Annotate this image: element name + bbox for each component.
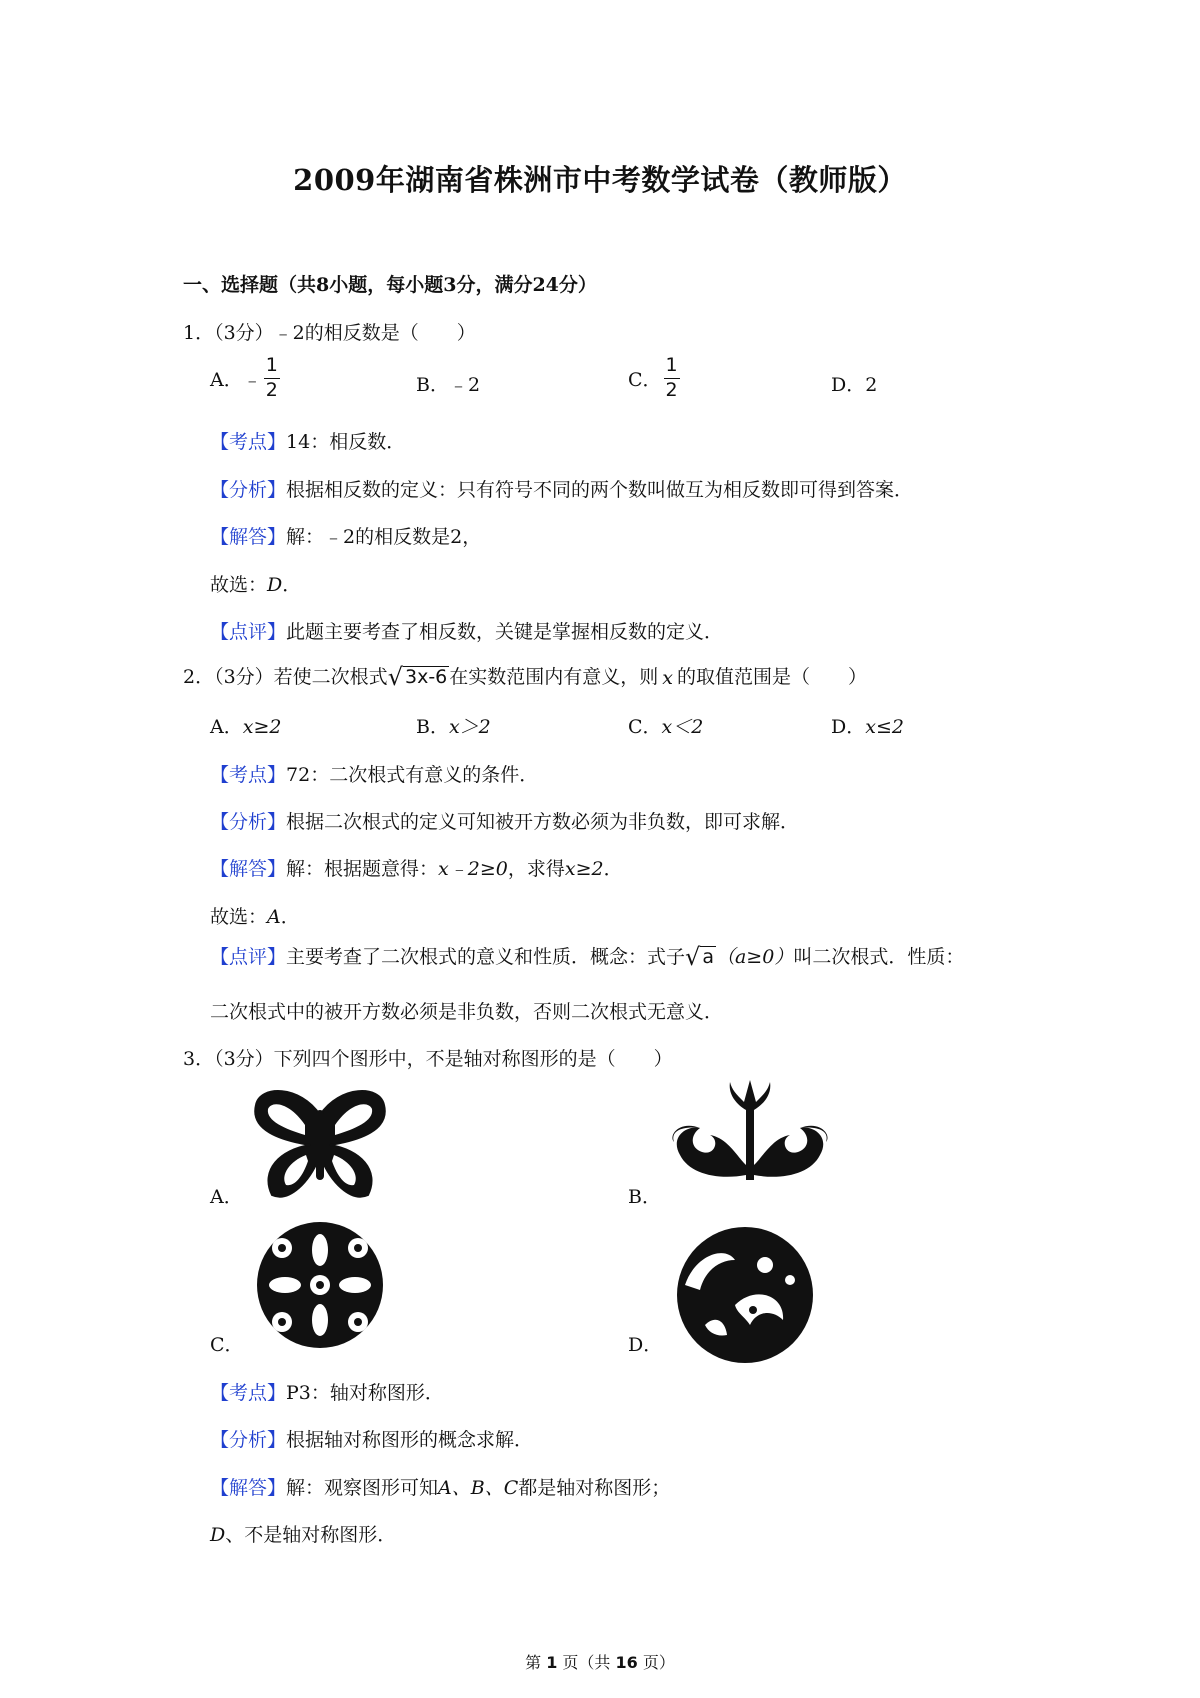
jieda-expr: x﹣2≥0: [438, 858, 508, 880]
q2-stem-pre: 2．（3分）若使二次根式: [183, 666, 388, 688]
q1-option-c-label: C．: [628, 368, 662, 391]
floral-circle-figure: [252, 1220, 388, 1350]
jieda-text: 都是轴对称图形；: [518, 1477, 671, 1499]
q3-option-c-label: C．: [210, 1334, 244, 1356]
q1-jieda: [210, 522, 481, 549]
q1-option-a: [210, 356, 282, 401]
jieda-letters: A、B、C: [438, 1477, 519, 1499]
dianping-text: 此题主要考查了相反数，关键是掌握相反数的定义．: [286, 621, 724, 643]
q1-option-c-fraction: [664, 356, 680, 401]
q1-option-b: B．﹣2: [416, 374, 481, 396]
dianping-text: 叫二次根式．性质：: [793, 946, 965, 968]
q1-option-a-fraction: [264, 356, 280, 401]
ornament-figure: [660, 1080, 840, 1190]
fraction-denominator: 2: [265, 378, 278, 401]
q2-stem-post: 的取值范围是（ ）: [677, 666, 868, 688]
fenxi-tag: 【分析】: [210, 479, 287, 501]
page-footer: [0, 1650, 1200, 1673]
q2-option-c: [628, 712, 703, 739]
line-d-letter: D: [210, 1524, 226, 1546]
butterfly-figure: [250, 1085, 390, 1205]
q2-option-a: [210, 712, 281, 739]
fenxi-text: 根据相反数的定义：只有符号不同的两个数叫做互为相反数即可得到答案．: [286, 479, 914, 501]
q3-jieda: [210, 1473, 670, 1500]
answer-letter: D: [267, 574, 283, 596]
jieda-text: ，求得: [507, 858, 565, 880]
answer-letter: A: [267, 906, 281, 928]
option-expr: x≥2: [242, 716, 282, 738]
q2-option-d: [831, 712, 904, 739]
jieda-text: 解：﹣2的相反数是2，: [286, 526, 482, 548]
document-title: 2009年湖南省株洲市中考数学试卷（教师版）: [293, 163, 907, 197]
option-label: A．: [210, 716, 243, 738]
section-heading: 一、选择题（共8小题，每小题3分，满分24分）: [183, 274, 597, 296]
q3-fenxi: [210, 1425, 533, 1452]
answer-label: 故选：: [210, 574, 268, 596]
q3-option-a-label: A．: [210, 1186, 243, 1208]
kaodian-tag: 【考点】: [210, 431, 287, 453]
q2-fenxi: [210, 807, 799, 834]
jieda-expr: x≥2: [564, 858, 604, 880]
kaodian-text: 72：二次根式有意义的条件．: [286, 764, 539, 786]
fenxi-text: 根据二次根式的定义可知被开方数必须为非负数，即可求解．: [286, 811, 800, 833]
dianping-tag: 【点评】: [210, 621, 287, 643]
dianping-radical: [685, 945, 716, 969]
asymmetric-swirl-figure: [665, 1225, 825, 1365]
q2-dianping: [210, 942, 964, 969]
dianping-text: 主要考查了二次根式的意义和性质．概念：式子: [286, 946, 686, 968]
footer-pre: 第: [525, 1653, 542, 1672]
footer-mid: 页（共: [562, 1653, 611, 1672]
q2-dianping-line2: 二次根式中的被开方数必须是非负数，否则二次根式无意义．: [210, 1001, 724, 1023]
q3-option-d-label: D．: [628, 1334, 663, 1356]
radicand: a: [702, 946, 714, 969]
q2-radical: [388, 665, 450, 689]
jieda-text: 解：观察图形可知: [286, 1477, 439, 1499]
radical-sign-icon: √: [387, 663, 403, 691]
jieda-tag: 【解答】: [210, 1477, 287, 1499]
fenxi-text: 根据轴对称图形的概念求解．: [286, 1429, 534, 1451]
page-total: 16: [615, 1653, 638, 1672]
kaodian-text: P3：轴对称图形．: [286, 1382, 444, 1404]
q2-stem-var: x: [662, 667, 673, 689]
footer-post: 页）: [642, 1653, 675, 1672]
fenxi-tag: 【分析】: [210, 1429, 287, 1451]
option-label: B．: [416, 716, 449, 738]
fraction-numerator: 1: [265, 354, 278, 376]
option-expr: x≤2: [865, 716, 904, 738]
option-label: D．: [831, 716, 866, 738]
q3-line-d: [210, 1520, 396, 1547]
q2-answer: 故选：A．: [210, 906, 300, 928]
q2-stem: [183, 662, 867, 689]
dianping-tag: 【点评】: [210, 946, 287, 968]
q1-option-a-label: A．: [210, 368, 243, 391]
q2-jieda: [210, 854, 623, 881]
q2-stem-mid: 在实数范围内有意义，则: [449, 666, 659, 688]
q2-kaodian: [210, 760, 538, 787]
jieda-text: 解：根据题意得：: [286, 858, 439, 880]
option-expr: x＞2: [448, 716, 491, 738]
q1-fenxi: [210, 475, 913, 502]
jieda-tag: 【解答】: [210, 526, 287, 548]
q3-stem: 3．（3分）下列四个图形中，不是轴对称图形的是（ ）: [183, 1048, 673, 1070]
q1-answer: 故选：D．: [210, 574, 302, 596]
q1-option-a-sign: ﹣: [242, 368, 262, 391]
q1-option-c: [628, 356, 682, 401]
jieda-tag: 【解答】: [210, 858, 287, 880]
radical-sign-icon: √: [685, 943, 701, 971]
radicand: 3x-6: [404, 666, 448, 689]
kaodian-tag: 【考点】: [210, 1382, 287, 1404]
jieda-text: ．: [603, 858, 623, 880]
q3-kaodian: [210, 1378, 444, 1405]
kaodian-tag: 【考点】: [210, 764, 287, 786]
answer-label: 故选：: [210, 906, 268, 928]
line-d-text: 、不是轴对称图形．: [225, 1524, 397, 1546]
fenxi-tag: 【分析】: [210, 811, 287, 833]
q1-option-d: D．2: [831, 374, 878, 396]
option-label: C．: [628, 716, 662, 738]
dianping-condition: （a≥0）: [715, 946, 794, 968]
page-number: 1: [546, 1653, 558, 1672]
q1-stem: 1．（3分）﹣2的相反数是（ ）: [183, 322, 476, 344]
option-expr: x＜2: [661, 716, 704, 738]
q1-dianping: [210, 617, 723, 644]
fraction-numerator: 1: [665, 354, 678, 376]
q1-kaodian: [210, 427, 405, 454]
q2-option-b: [416, 712, 491, 739]
q3-option-b-label: B．: [628, 1186, 661, 1208]
fraction-denominator: 2: [665, 378, 678, 401]
kaodian-text: 14：相反数．: [286, 431, 406, 453]
